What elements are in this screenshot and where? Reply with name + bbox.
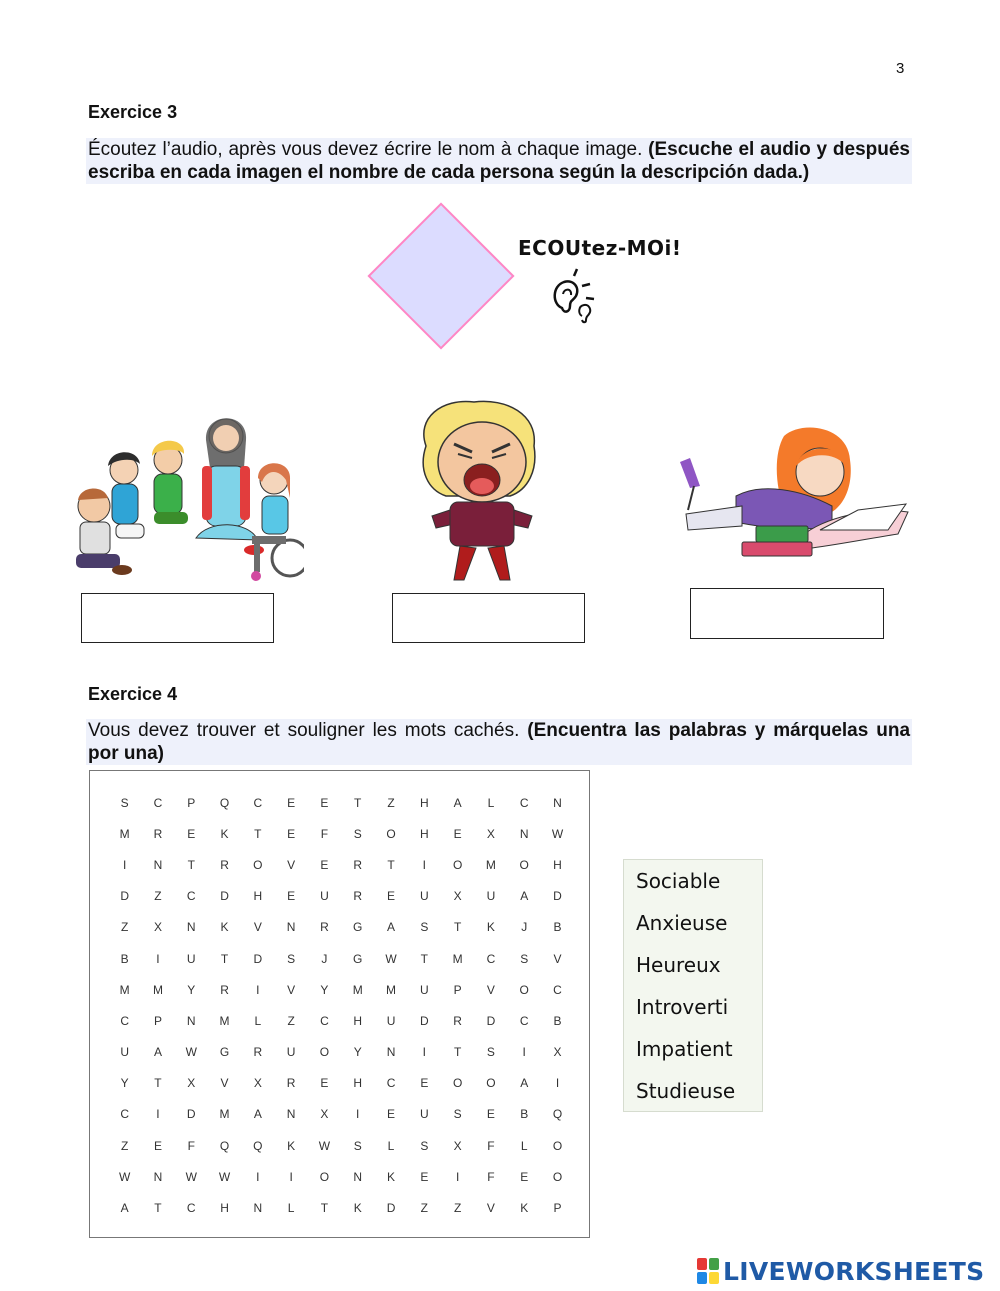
grid-letter[interactable]: Z bbox=[154, 889, 162, 904]
grid-letter[interactable]: M bbox=[219, 1013, 230, 1028]
grid-letter[interactable]: R bbox=[453, 1013, 462, 1028]
grid-letter[interactable]: N bbox=[519, 826, 529, 841]
grid-letter[interactable]: C bbox=[553, 982, 562, 997]
grid-letter[interactable]: X bbox=[453, 889, 462, 904]
grid-letter[interactable]: H bbox=[553, 857, 562, 872]
grid-letter[interactable]: T bbox=[453, 1045, 462, 1060]
grid-letter[interactable]: E bbox=[387, 1107, 396, 1122]
grid-letter[interactable]: C bbox=[186, 889, 196, 904]
grid-letter[interactable]: I bbox=[289, 1169, 293, 1184]
grid-letter[interactable]: T bbox=[220, 951, 229, 966]
grid-letter[interactable]: I bbox=[122, 857, 127, 872]
grid-row bbox=[108, 974, 574, 1005]
grid-letter[interactable]: Z bbox=[120, 920, 129, 935]
grid-letter[interactable]: T bbox=[354, 795, 362, 810]
grid-letter[interactable]: X bbox=[253, 1076, 262, 1091]
grid-letter[interactable]: Z bbox=[420, 1201, 428, 1216]
grid-letter[interactable]: I bbox=[555, 1076, 560, 1091]
grid-letter[interactable]: S bbox=[353, 1138, 362, 1153]
grid-letter[interactable]: C bbox=[253, 795, 263, 810]
grid-letter[interactable]: A bbox=[153, 1045, 162, 1060]
grid-letter[interactable]: N bbox=[353, 1169, 363, 1184]
page-number: 3 bbox=[896, 60, 905, 77]
grid-letter[interactable]: W bbox=[385, 951, 397, 966]
grid-letter[interactable]: S bbox=[420, 920, 429, 935]
grid-letter[interactable]: C bbox=[519, 795, 529, 810]
grid-letter[interactable]: R bbox=[320, 920, 329, 935]
grid-letter[interactable]: Y bbox=[320, 982, 329, 997]
exercise-4-title: Exercice 4 bbox=[88, 684, 178, 704]
grid-letter[interactable]: D bbox=[253, 951, 263, 966]
grid-letter[interactable]: O bbox=[319, 1045, 330, 1060]
grid-letter[interactable]: S bbox=[453, 1107, 462, 1122]
grid-letter[interactable]: G bbox=[353, 951, 363, 966]
grid-row bbox=[108, 881, 574, 912]
grid-letter[interactable]: T bbox=[154, 1201, 162, 1216]
grid-letter[interactable]: U bbox=[419, 1107, 429, 1122]
grid-letter[interactable]: M bbox=[119, 826, 130, 841]
grid-letter[interactable]: N bbox=[553, 795, 562, 810]
grid-letter[interactable]: A bbox=[520, 889, 529, 904]
grid-letter[interactable]: N bbox=[186, 920, 196, 935]
grid-row bbox=[108, 1068, 574, 1099]
grid-letter[interactable]: R bbox=[220, 857, 229, 872]
grid-letter[interactable]: X bbox=[553, 1045, 562, 1060]
grid-letter[interactable]: M bbox=[219, 1107, 230, 1122]
instruction-fr: Vous devez trouver et souligner les mots cachés. bbox=[88, 720, 520, 741]
instruction-fr: Écoutez l’audio, après vous devez écrire le nom à chaque image. bbox=[88, 139, 643, 160]
grid-letter[interactable]: T bbox=[387, 857, 395, 872]
grid-letter[interactable]: O bbox=[519, 982, 529, 997]
grid-letter[interactable]: Y bbox=[187, 982, 196, 997]
grid-letter[interactable]: T bbox=[187, 857, 195, 872]
grid-letter[interactable]: H bbox=[253, 889, 263, 904]
grid-letter[interactable]: U bbox=[286, 1045, 296, 1060]
grid-letter[interactable]: K bbox=[220, 826, 229, 841]
word-list-item: Introverti bbox=[636, 995, 729, 1019]
grid-letter[interactable]: L bbox=[387, 1138, 395, 1153]
grid-letter[interactable]: Z bbox=[453, 1201, 462, 1216]
grid-letter[interactable]: M bbox=[485, 857, 496, 872]
grid-letter[interactable]: O bbox=[452, 857, 463, 872]
grid-letter[interactable]: L bbox=[487, 795, 495, 810]
answer-box-3[interactable] bbox=[690, 588, 884, 639]
liveworksheets-logo bbox=[697, 1256, 984, 1286]
grid-letter[interactable]: R bbox=[153, 826, 163, 841]
word-list-item: Studieuse bbox=[636, 1079, 736, 1103]
grid-letter[interactable]: X bbox=[187, 1076, 196, 1091]
logo-text: LIVEWORKSHEETS bbox=[723, 1256, 985, 1286]
grid-letter[interactable]: C bbox=[153, 795, 163, 810]
grid-letter[interactable]: K bbox=[220, 920, 229, 935]
grid-letter[interactable]: U bbox=[186, 951, 196, 966]
grid-letter[interactable]: C bbox=[320, 1013, 329, 1028]
grid-letter[interactable]: O bbox=[552, 1169, 563, 1184]
grid-letter[interactable]: V bbox=[486, 1201, 495, 1216]
grid-letter[interactable]: I bbox=[156, 951, 160, 966]
grid-letter[interactable]: N bbox=[153, 857, 163, 872]
logo-blocks bbox=[697, 1258, 719, 1284]
grid-row bbox=[108, 1037, 574, 1068]
grid-letter[interactable]: O bbox=[519, 857, 529, 872]
grid-letter[interactable]: E bbox=[287, 889, 296, 904]
audio-play-button[interactable] bbox=[367, 202, 514, 349]
grid-letter[interactable]: S bbox=[353, 826, 362, 841]
grid-letter[interactable]: E bbox=[520, 1169, 529, 1184]
grid-letter[interactable]: H bbox=[353, 1076, 363, 1091]
grid-row bbox=[108, 787, 574, 818]
grid-letter[interactable]: R bbox=[253, 1045, 263, 1060]
grid-row bbox=[108, 1099, 574, 1130]
grid-letter[interactable]: Z bbox=[387, 795, 395, 810]
grid-row bbox=[108, 818, 574, 849]
word-list-item: Impatient bbox=[636, 1037, 733, 1061]
grid-letter[interactable]: D bbox=[419, 1013, 429, 1028]
grid-letter[interactable]: T bbox=[254, 826, 262, 841]
grid-letter[interactable]: W bbox=[551, 826, 564, 841]
grid-letter[interactable]: C bbox=[120, 1013, 129, 1028]
grid-letter[interactable]: S bbox=[520, 951, 529, 966]
grid-letter[interactable]: J bbox=[521, 920, 528, 935]
grid-letter[interactable]: M bbox=[352, 982, 363, 997]
grid-letter[interactable]: M bbox=[119, 982, 130, 997]
grid-letter[interactable]: A bbox=[253, 1107, 262, 1122]
grid-letter[interactable]: D bbox=[120, 889, 129, 904]
grid-letter[interactable]: V bbox=[220, 1076, 229, 1091]
grid-letter[interactable]: S bbox=[120, 795, 129, 810]
grid-letter[interactable]: S bbox=[486, 1045, 495, 1060]
grid-letter[interactable]: O bbox=[452, 1076, 463, 1091]
grid-letter[interactable]: N bbox=[153, 1169, 163, 1184]
grid-letter[interactable]: T bbox=[453, 920, 462, 935]
grid-letter[interactable]: D bbox=[386, 1201, 396, 1216]
grid-letter[interactable]: E bbox=[287, 826, 296, 841]
grid-letter[interactable]: I bbox=[156, 1107, 160, 1122]
grid-letter[interactable]: B bbox=[553, 920, 562, 935]
grid-letter[interactable]: R bbox=[220, 982, 229, 997]
grid-row bbox=[108, 912, 574, 943]
grid-letter[interactable]: E bbox=[420, 1169, 429, 1184]
grid-letter[interactable]: V bbox=[253, 920, 262, 935]
grid-letter[interactable]: C bbox=[120, 1107, 129, 1122]
grid-letter[interactable]: A bbox=[120, 1201, 129, 1216]
grid-letter[interactable]: B bbox=[520, 1107, 529, 1122]
grid-letter[interactable]: K bbox=[486, 920, 495, 935]
grid-letter[interactable]: K bbox=[353, 1201, 362, 1216]
grid-letter[interactable]: W bbox=[185, 1045, 197, 1060]
grid-letter[interactable]: E bbox=[320, 1076, 329, 1091]
grid-letter[interactable]: C bbox=[486, 951, 496, 966]
grid-letter[interactable]: A bbox=[520, 1076, 529, 1091]
grid-letter[interactable]: I bbox=[422, 857, 426, 872]
grid-letter[interactable]: I bbox=[256, 982, 260, 997]
word-list-item: Heureux bbox=[636, 953, 721, 977]
grid-row bbox=[108, 1130, 574, 1161]
grid-letter[interactable]: D bbox=[186, 1107, 196, 1122]
grid-letter[interactable]: N bbox=[253, 1201, 263, 1216]
grid-letter[interactable]: Y bbox=[120, 1076, 129, 1091]
grid-letter[interactable]: F bbox=[487, 1169, 495, 1184]
grid-letter[interactable]: S bbox=[420, 1138, 429, 1153]
grid-letter[interactable]: O bbox=[552, 1138, 563, 1153]
grid-letter[interactable]: G bbox=[353, 920, 363, 935]
grid-letter[interactable]: N bbox=[386, 1045, 396, 1060]
grid-letter[interactable]: E bbox=[187, 826, 196, 841]
grid-letter[interactable]: E bbox=[453, 826, 462, 841]
grid-row bbox=[108, 1161, 574, 1192]
grid-letter[interactable]: P bbox=[553, 1201, 562, 1216]
grid-letter[interactable]: Z bbox=[287, 1013, 295, 1028]
grid-letter[interactable]: B bbox=[120, 951, 129, 966]
grid-letter[interactable]: E bbox=[287, 795, 296, 810]
grid-letter[interactable]: S bbox=[287, 951, 296, 966]
answer-box-2[interactable] bbox=[392, 593, 585, 643]
grid-letter[interactable]: K bbox=[287, 1138, 296, 1153]
grid-letter[interactable]: V bbox=[486, 982, 495, 997]
grid-letter[interactable]: E bbox=[153, 1138, 162, 1153]
grid-letter[interactable]: Z bbox=[120, 1138, 129, 1153]
word-search-table bbox=[108, 787, 574, 1224]
grid-letter[interactable]: F bbox=[320, 826, 329, 841]
grid-letter[interactable]: E bbox=[387, 889, 396, 904]
word-list bbox=[623, 859, 763, 1112]
grid-letter[interactable]: H bbox=[419, 826, 429, 841]
grid-letter[interactable]: O bbox=[386, 826, 396, 841]
grid-letter[interactable]: P bbox=[153, 1013, 162, 1028]
grid-row bbox=[108, 1192, 574, 1223]
word-list-item: Anxieuse bbox=[636, 911, 728, 935]
grid-letter[interactable]: U bbox=[120, 1045, 129, 1060]
grid-letter[interactable]: E bbox=[320, 857, 329, 872]
grid-letter[interactable]: T bbox=[420, 951, 428, 966]
answer-box-1[interactable] bbox=[81, 593, 274, 643]
grid-letter[interactable]: R bbox=[286, 1076, 296, 1091]
grid-letter[interactable]: T bbox=[154, 1076, 162, 1091]
exercise-3-instruction bbox=[86, 138, 912, 184]
grid-letter[interactable]: A bbox=[387, 920, 396, 935]
grid-letter[interactable]: N bbox=[186, 1013, 196, 1028]
grid-letter[interactable]: O bbox=[253, 857, 263, 872]
grid-letter[interactable]: I bbox=[422, 1045, 426, 1060]
grid-letter[interactable]: P bbox=[453, 982, 462, 997]
grid-row bbox=[108, 849, 574, 880]
grid-letter[interactable]: L bbox=[520, 1138, 528, 1153]
grid-letter[interactable]: W bbox=[185, 1169, 197, 1184]
grid-letter[interactable]: V bbox=[287, 857, 296, 872]
instruction-es: (Encuentra las palabras y márquelas una por una) bbox=[88, 720, 911, 764]
grid-letter[interactable]: D bbox=[486, 1013, 496, 1028]
grid-letter[interactable]: E bbox=[486, 1107, 495, 1122]
grid-letter[interactable]: U bbox=[419, 889, 429, 904]
grid-letter[interactable]: U bbox=[486, 889, 496, 904]
grid-letter[interactable]: D bbox=[553, 889, 562, 904]
grid-letter[interactable]: H bbox=[353, 1013, 363, 1028]
grid-letter[interactable]: P bbox=[187, 795, 196, 810]
grid-letter[interactable]: N bbox=[286, 920, 296, 935]
grid-letter[interactable]: X bbox=[486, 826, 495, 841]
grid-letter[interactable]: E bbox=[420, 1076, 429, 1091]
grid-letter[interactable]: K bbox=[387, 1169, 396, 1184]
ear-icon bbox=[548, 268, 604, 338]
grid-letter[interactable]: O bbox=[319, 1169, 330, 1184]
grid-letter[interactable]: J bbox=[321, 951, 328, 966]
grid-letter[interactable]: B bbox=[553, 1013, 562, 1028]
grid-letter[interactable]: L bbox=[287, 1201, 295, 1216]
grid-letter[interactable]: W bbox=[118, 1169, 131, 1184]
grid-letter[interactable]: H bbox=[419, 795, 429, 810]
grid-letter[interactable]: A bbox=[453, 795, 462, 810]
grid-letter[interactable]: W bbox=[218, 1169, 231, 1184]
grid-letter[interactable]: M bbox=[152, 982, 163, 997]
girl-reading-image bbox=[672, 426, 912, 572]
word-list-item: Sociable bbox=[636, 869, 721, 893]
grid-letter[interactable]: G bbox=[219, 1045, 230, 1060]
grid-letter[interactable]: Y bbox=[353, 1045, 362, 1060]
grid-letter[interactable]: F bbox=[487, 1138, 495, 1153]
grid-letter[interactable]: C bbox=[519, 1013, 529, 1028]
grid-letter[interactable]: Q bbox=[552, 1107, 563, 1122]
grid-letter[interactable]: I bbox=[522, 1045, 526, 1060]
audio-label: ECOUtez-MOi! bbox=[518, 236, 682, 260]
grid-letter[interactable]: I bbox=[455, 1169, 460, 1184]
word-search-grid[interactable] bbox=[89, 770, 590, 1238]
grid-letter[interactable]: X bbox=[153, 920, 162, 935]
angry-boy-image bbox=[410, 398, 550, 586]
instruction-es: (Escuche el audio y después escriba en cada imagen el nombre de cada persona según la descripción dada.) bbox=[88, 139, 910, 183]
grid-letter[interactable]: T bbox=[320, 1201, 329, 1216]
grid-letter[interactable]: C bbox=[186, 1201, 196, 1216]
grid-letter[interactable]: N bbox=[286, 1107, 296, 1122]
grid-letter[interactable]: E bbox=[320, 795, 329, 810]
grid-letter[interactable]: K bbox=[520, 1201, 529, 1216]
grid-letter[interactable]: W bbox=[318, 1138, 331, 1153]
exercise-4-instruction bbox=[86, 719, 912, 765]
grid-letter[interactable]: Q bbox=[219, 1138, 230, 1153]
children-group-image bbox=[68, 408, 304, 588]
grid-letter[interactable]: R bbox=[353, 857, 363, 872]
grid-letter[interactable]: V bbox=[287, 982, 296, 997]
grid-letter[interactable]: L bbox=[254, 1013, 262, 1028]
grid-letter[interactable]: F bbox=[187, 1138, 195, 1153]
grid-letter[interactable]: M bbox=[452, 951, 463, 966]
grid-row bbox=[108, 1005, 574, 1036]
grid-letter[interactable]: O bbox=[486, 1076, 496, 1091]
grid-letter[interactable]: V bbox=[553, 951, 562, 966]
grid-letter[interactable]: X bbox=[320, 1107, 329, 1122]
exercise-3-title: Exercice 3 bbox=[88, 102, 178, 122]
grid-letter[interactable]: U bbox=[386, 1013, 396, 1028]
grid-letter[interactable]: U bbox=[320, 889, 329, 904]
grid-letter[interactable]: H bbox=[220, 1201, 229, 1216]
grid-letter[interactable]: R bbox=[353, 889, 363, 904]
grid-letter[interactable]: D bbox=[220, 889, 229, 904]
grid-letter[interactable]: I bbox=[256, 1169, 260, 1184]
grid-letter[interactable]: Q bbox=[253, 1138, 263, 1153]
grid-row bbox=[108, 943, 574, 974]
grid-letter[interactable]: I bbox=[356, 1107, 360, 1122]
grid-letter[interactable]: C bbox=[386, 1076, 396, 1091]
grid-letter[interactable]: X bbox=[453, 1138, 462, 1153]
grid-letter[interactable]: U bbox=[419, 982, 429, 997]
grid-letter[interactable]: Q bbox=[219, 795, 230, 810]
grid-letter[interactable]: M bbox=[386, 982, 397, 997]
